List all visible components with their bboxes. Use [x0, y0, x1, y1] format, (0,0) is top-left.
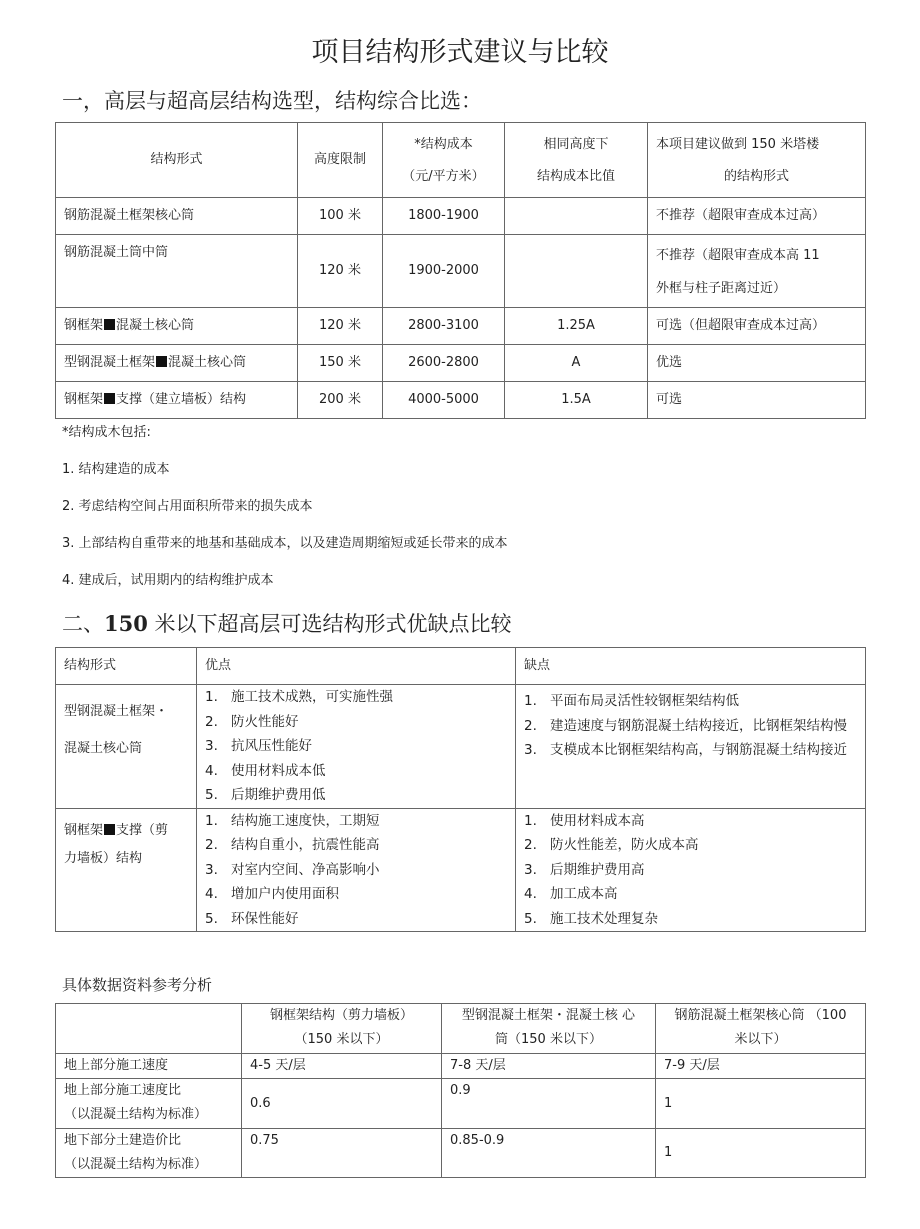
square-glyph — [104, 824, 115, 835]
row-form: 钢筋混凝土框架核心筒 — [56, 198, 298, 235]
header-cost: *结构成本 （元/平方米） — [383, 123, 505, 198]
header-src-frame: 型钢混凝土框架・混凝土核 心 筒（150 米以下） — [442, 1004, 656, 1054]
row-value: 1 — [656, 1079, 866, 1129]
row-label: 地上部分施工速度比 （以混凝土结构为标准） — [56, 1079, 242, 1129]
list-item: 1. 施工技术成熟，可实施性强 — [205, 689, 393, 705]
row-form: 型钢混凝土框架・ 混凝土核心筒 — [56, 685, 197, 809]
header-steel-frame: 钢框架结构（剪力墙板） （150 米以下） — [242, 1004, 442, 1054]
data-reference-table — [55, 1003, 866, 1178]
row-value: 4-5 天/层 — [242, 1054, 442, 1079]
section2-heading: 二、150 米以下超高层可选结构形式优缺点比较 — [62, 611, 512, 636]
structure-comparison-table — [55, 122, 866, 419]
row-cost: 4000-5000 — [383, 382, 505, 419]
note-line: 3. 上部结构自重带来的地基和基础成本，以及建造周期缩短或延长带来的成本 — [62, 536, 508, 551]
row-value: 7-9 天/层 — [656, 1054, 866, 1079]
list-item: 2. 建造速度与钢筋混凝土结构接近，比钢框架结构慢 — [524, 717, 847, 734]
page-title: 项目结构形式建议与比较 — [311, 37, 609, 68]
row-form: 钢框架 支撑（建立墙板）结构 — [56, 382, 298, 419]
row-value: 0.9 — [442, 1079, 656, 1129]
row-height: 150 米 — [298, 345, 383, 382]
row-form: 钢筋混凝土筒中筒 — [56, 235, 298, 308]
square-glyph — [104, 319, 115, 330]
list-item: 5. 后期维护费用低 — [205, 787, 326, 803]
row-suggest: 不推荐（超限审查成本过高） — [648, 198, 866, 235]
row-cost: 2800-3100 — [383, 308, 505, 345]
table-row — [56, 1054, 866, 1079]
list-item: 4. 使用材料成本低 — [205, 762, 326, 779]
header-form: 结构形式 — [56, 648, 197, 685]
row-form: 钢框架 混凝土核心筒 — [56, 308, 298, 345]
row-suggest: 优选 — [648, 345, 866, 382]
table-header-row — [56, 1004, 866, 1054]
row-form: 型钢混凝土框架 混凝土核心筒 — [56, 345, 298, 382]
list-item: 2. 结构自重小，抗震性能高 — [205, 837, 380, 853]
row-ratio: 1.25A — [505, 308, 648, 345]
list-item: 3. 后期维护费用高 — [524, 861, 645, 878]
row-suggest: 可选 — [648, 382, 866, 419]
table-header-row — [56, 123, 866, 198]
header-suggest: 本项目建议做到 150 米塔楼 的结构形式 — [648, 123, 866, 198]
row-label: 地下部分土建造价比 （以混凝土结构为标准） — [56, 1129, 242, 1178]
table-header-row — [56, 648, 866, 685]
cons-list — [516, 808, 866, 932]
pros-cons-table — [55, 647, 866, 932]
header-height: 高度限制 — [298, 123, 383, 198]
list-item: 4. 加工成本高 — [524, 886, 618, 902]
table-row — [56, 1129, 866, 1178]
header-cons: 缺点 — [516, 648, 866, 685]
header-ratio: 相同高度下 结构成本比值 — [505, 123, 648, 198]
row-height: 100 米 — [298, 198, 383, 235]
note-line: 2. 考虑结构空间占用面积所带来的损失成本 — [62, 499, 313, 514]
table-row — [56, 685, 866, 809]
note-line: 1. 结构建造的成本 — [62, 462, 170, 477]
section3-heading: 具体数据资料参考分析 — [62, 976, 213, 994]
row-cost: 1800-1900 — [383, 198, 505, 235]
row-value: 0.6 — [242, 1079, 442, 1129]
list-item: 4. 增加户内使用面积 — [205, 886, 339, 902]
row-value: 1 — [656, 1129, 866, 1178]
list-item: 5. 环保性能好 — [205, 910, 299, 927]
row-height: 120 米 — [298, 235, 383, 308]
header-rc-frame: 钢筋混凝土框架核心筒 （100 米以下） — [656, 1004, 866, 1054]
note-line: 4. 建成后，试用期内的结构维护成本 — [62, 573, 274, 588]
cons-list — [516, 685, 866, 809]
row-height: 200 米 — [298, 382, 383, 419]
row-ratio — [505, 235, 648, 308]
list-item: 1. 平面布局灵活性较钢框架结构低 — [524, 693, 739, 709]
row-value: 7-8 天/层 — [442, 1054, 656, 1079]
row-suggest: 可选（但超限审查成本过高） — [648, 308, 866, 345]
section1-heading: 一，高层与超高层结构选型，结构综合比选： — [62, 89, 482, 113]
table-row — [56, 1079, 866, 1129]
table-row — [56, 235, 866, 308]
list-item: 2. 防火性能好 — [205, 713, 299, 730]
list-item: 1. 使用材料成本高 — [524, 812, 645, 829]
header-pros: 优点 — [197, 648, 516, 685]
row-ratio: 1.5A — [505, 382, 648, 419]
table-row — [56, 345, 866, 382]
table-row — [56, 308, 866, 345]
row-height: 120 米 — [298, 308, 383, 345]
row-cost: 2600-2800 — [383, 345, 505, 382]
row-ratio — [505, 198, 648, 235]
table-row — [56, 808, 866, 932]
table-row — [56, 198, 866, 235]
list-item: 1. 结构施工速度快，工期短 — [205, 812, 380, 829]
header-empty — [56, 1004, 242, 1054]
square-glyph — [156, 356, 167, 367]
list-item: 3. 抗风压性能好 — [205, 738, 312, 754]
row-suggest: 不推荐（超限审查成本高 11 外框与柱子距离过近） — [648, 235, 866, 308]
note-line: *结构成木包括: — [62, 425, 151, 440]
pros-list — [197, 685, 516, 809]
list-item: 2. 防火性能差，防火成本高 — [524, 837, 699, 853]
square-glyph — [104, 393, 115, 404]
row-value: 0.75 — [242, 1129, 442, 1178]
row-cost: 1900-2000 — [383, 235, 505, 308]
row-form: 钢框架 支撑（剪 力墙板）结构 — [56, 808, 197, 932]
pros-list — [197, 808, 516, 932]
list-item: 3. 对室内空间、净高影响小 — [205, 861, 380, 878]
table-row — [56, 382, 866, 419]
row-ratio: A — [505, 345, 648, 382]
row-label: 地上部分施工速度 — [56, 1054, 242, 1079]
header-form: 结构形式 — [56, 123, 298, 198]
list-item: 5. 施工技术处理复杂 — [524, 910, 658, 927]
list-item: 3. 支模成本比钢框架结构高，与钢筋混凝土结构接近 — [524, 742, 847, 758]
row-value: 0.85-0.9 — [442, 1129, 656, 1178]
